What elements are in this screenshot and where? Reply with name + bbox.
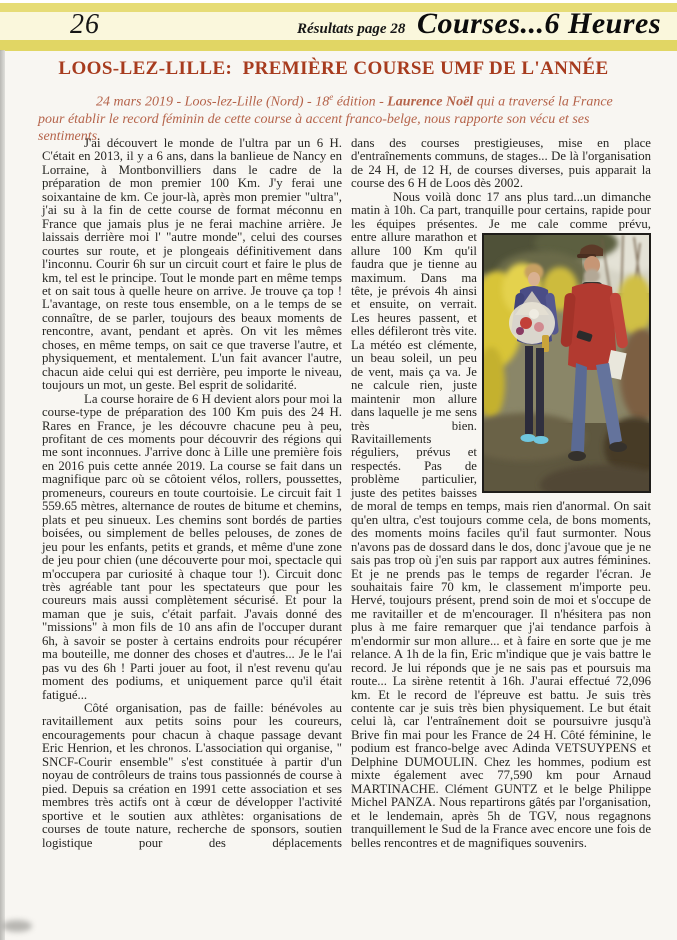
right-paragraph-1: dans des courses prestigieuses, mise en place d'entraînements communs, de stages... De là l'organisation de 24 H, de 12 H, de courses diverses, puis apparait la course des 6 H de Loos dès 2002. [351,136,651,191]
subtitle-date-edition: 24 mars 2019 - Loos-lez-Lille (Nord) - 18 [96,94,330,110]
scan-smudge [2,920,32,932]
left-paragraph-1: J'ai découvert le monde de l'ultra par un 6 H. C'était en 2013, il y a 6 ans, dans la banlieue de Nancy en Lorraine, à Montbonvilliers dans le cadre de la préparation de mon premier 100 Km. J'y ferai une soixantaine de km. Ce jour-là, après mon premier "ultra", j'ai su à la fin de cette course de format méconnu en France que jamais plus je ne ferai machine arrière. Je laissais derrière moi l' "autre monde", celui des courses courtes sur route, et je plongeais définitivement dans l'inconnu. Courir 6h sur un circuit court et faire le plus de km, tel est le principe. Tout le monde part en même temps et on sait tous à quelle heure on arrive. Je trouve ça top ! L'avantage, on reste tous ensemble, on a le temps de se connaître, de se parler, toujours des beaux moments de rencontre, avant, pendant et après. On vit les mêmes choses, en même temps, on sait ce que traverse l'autre, et physiquement, et mentalement. L'un fait avancer l'autre, chacun aide celui qui est derrière, peu importe le niveau, toujours un mot, un geste. Bel esprit de solidarité. [42,136,342,393]
page-number: 26 [70,9,100,40]
left-paragraph-2: La course horaire de 6 H devient alors pour moi la course-type de préparation des 100 Km puis des 24 H. Rares en France, je les découvre chacune peu à peu, profitant de ces moments pour découvrir des régions qui me sont inconnues. J'arrive donc à Lille une première fois en 2016 puis cette année 2019. La course se fait dans un magnifique parc où se côtoient vélos, rollers, poussettes, promeneurs, coureurs en toute courtoisie. Le circuit fait 1 559.65 mètres, alternance de routes de bitume et chemins, plats et peu sinueux. Les chemins sont bordés de parties boisées, ou simplement de belles pelouses, de zones de jeu pour les enfants, petits et grands, et même d'une zone de jeu pour chien (une découverte pour moi, spectacle qui m'occupera par curiosité à chaque tour !). Circuit donc très agréable tant pour les spectateurs que pour les coureurs mais aussi complètement sécurisé. Et pour la maman que je suis, c'était parfait. J'avais donné des "missions" à mon fils de 10 ans afin de l'occuper durant 6h, à savoir se poster à certains endroits pour récupérer ma bouteille, me donner des choses et d'autres... Je le l'ai pas vu des 6h ! Parti jouer au foot, il n'est revenu qu'au moment des podiums, et uniquement parce qu'il était fatigué... [42,391,342,702]
right-paragraph-2-flow [351,231,651,850]
race-photo [482,233,651,493]
subtitle-tail: qui a traversé la France pour établir le record féminin de cette course à accent franco-belge, nous rapporte son vécu et ses sentiments. [38,94,613,145]
header-middle [0,7,677,40]
article-title: LOOS-LEZ-LILLE: PREMIÈRE COURSE UMF DE L'ANNÉE [58,58,609,79]
edition-superscript: e [329,92,334,102]
text-column-left [42,137,342,850]
left-paragraph-3: Côté organisation, pas de faille: bénévoles au ravitaillement aux petits soins pour les coureurs, encouragements pour chacun à chaque passage devant Eric Henrion, et les chronos. L'association qui organise, " SNCF-Courir ensemble" s'est constituée à partir d'un noyau de contrôleurs de trains tous passionnés de course à pied. Depuis sa création en 1991 cette association et ses membres très actifs ont à cœur de développer l'activité sportive et le soutien aux athlètes: organisations de courses de toute nature, recherche de sponsors, soutien logistique pour des déplacements [42,701,342,850]
right-paragraph-2-intro: Nous voilà donc 17 ans plus tard...un dimanche matin à 10h. Ca part, tranquille pour certains, rapide pour les équipes présentes. Je me cale comme prévu, [351,189,651,231]
section-title: Courses...6 Heures [416,7,661,40]
header-band-bottom [0,40,677,51]
subtitle-edition-sep: édition - [333,94,388,110]
scan-edge [0,50,5,940]
article-body [42,137,651,850]
photo-illustration [484,235,649,491]
page-header [0,0,677,51]
text-column-right [351,137,651,850]
right-paragraph-2-rest: entre allure marathon et allure 100 Km qu'il faudra que je tienne au maximum. Dans ma tête, je prévois 4h ainsi et ensuite, on verrait. Les heures passent, et elles défileront très vite. La météo est clémente, un beau soleil, un peu de vent, mais ça va. Je ne calcule rien, juste maintenir mon allure dans laquelle je me sens très bien. Ravitaillements réguliers, prévus et respectés. Pas de problème particulier, juste des petites baisses de moral de temps en temps, mais rien d'anormal. On sait qu'en ultra, c'est toujours comme cela, de bons moments, des moments moins faciles qu'il faut surmonter. Nous n'avons pas de dossard dans le dos, donc j'avoue que je ne sais pas trop où j'en suis par rapport aux autres féminines. Et je ne prends pas le temps de regarder l'écran. Je souhaitais faire 70 km, le classement m'importe peu. Hervé, toujours présent, prend soin de moi et s'occupe de me ravitailler et de m'encourager. Il n'hésitera pas non plus à me faire remarquer que j'ai tendance parfois à m'endormir sur mon allure... et à faire en sorte que je me relance. A 1h de la fin, Eric m'indique que je vais battre le record. Je lui réponds que je ne sais pas et poursuis ma route... La sirène retentit à 16h. J'aurai effectué 72,096 km. Et le record de l'épreuve est battu. Je suis très contente car je suis très bien physiquement. Le but était celui là, car l'entraînement doit se poursuivre jusqu'à Brive fin mai pour les France de 24 H. Côté féminine, le podium est franco-belge avec Adinda VETSUYPENS et Delphine DUMOULIN. Chez les hommes, podium est mixte également avec 77,590 km pour Arnaud MARTINACHE. Clément GUNTZ et le belge Philippe Michel PANZA. Nous repartirons gâtés par l'organisation, et le lendemain, après 5h de TGV, nous regagnons tranquillement le Sud de la France avec encore une fois de belles rencontres et de magnifiques souvenirs. [351,230,651,850]
results-page-ref: Résultats page 28 [297,21,406,37]
author-name: Laurence Noël [387,94,474,110]
